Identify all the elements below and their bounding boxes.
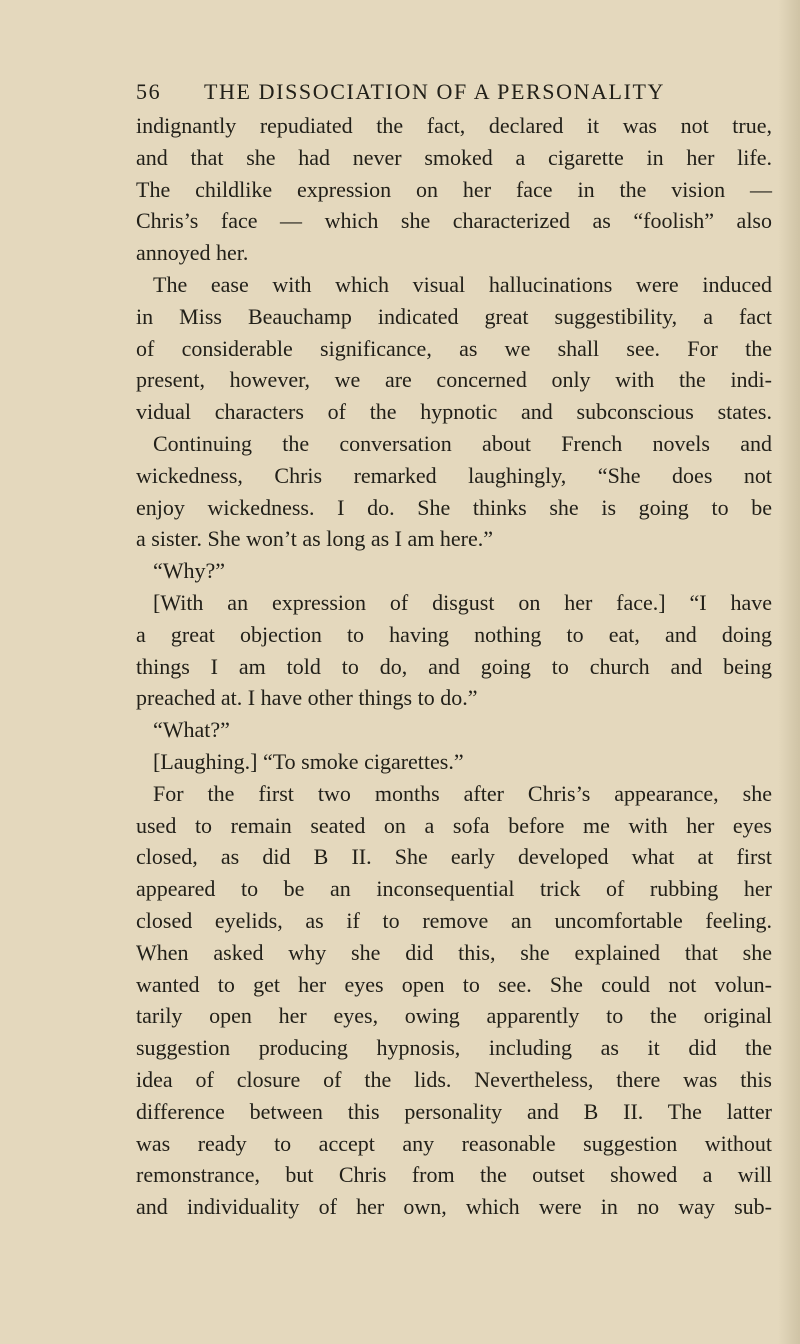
text-line: used to remain seated on a sofa before me with her eyes xyxy=(136,812,772,838)
text-line: Chris’s face — which she characterized as “foolish” also xyxy=(136,208,772,234)
text-line: The ease with which visual hallucinations were induced xyxy=(153,271,772,297)
text-line: of considerable significance, as we shall see. For the xyxy=(136,335,772,361)
text-line: idea of closure of the lids. Nevertheless, there was this xyxy=(136,1066,772,1092)
text-line: tarily open her eyes, owing apparently to the original xyxy=(136,1003,772,1029)
text-line: remonstrance, but Chris from the outset showed a will xyxy=(136,1162,772,1188)
text-line: wanted to get her eyes open to see. She could not volun- xyxy=(136,971,772,997)
text-line: indignantly repudiated the fact, declared it was not true, xyxy=(136,113,772,138)
text-line: annoyed her. xyxy=(136,240,249,266)
page-edge-shadow xyxy=(778,0,800,1344)
text-line: closed, as did B II. She early developed what at first xyxy=(136,844,772,870)
text-line: difference between this personality and B II. The latter xyxy=(136,1098,772,1124)
text-line: [With an expression of disgust on her face.] “I have xyxy=(153,589,772,615)
text-line: “What?” xyxy=(153,717,230,743)
page-number: 56 xyxy=(136,79,162,104)
text-line: For the first two months after Chris’s appearance, she xyxy=(153,780,772,806)
text-line: The childlike expression on her face in the vision — xyxy=(136,176,772,202)
text-line: “Why?” xyxy=(153,558,226,584)
text-line: appeared to be an inconsequential trick of rubbing her xyxy=(136,876,772,902)
text-line: [Laughing.] “To smoke cigarettes.” xyxy=(153,748,464,774)
text-line: preached at. I have other things to do.” xyxy=(136,685,478,711)
text-line: a sister. She won’t as long as I am here.” xyxy=(136,526,494,552)
page-header xyxy=(136,79,776,109)
text-line: a great objection to having nothing to eat, and doing xyxy=(136,621,772,647)
text-line: vidual characters of the hypnotic and subconscious states. xyxy=(136,399,772,425)
text-line: present, however, we are concerned only with the indi- xyxy=(136,367,772,393)
body-text xyxy=(136,110,772,1223)
text-line: wickedness, Chris remarked laughingly, “She does not xyxy=(136,462,772,488)
text-line: was ready to accept any reasonable suggestion without xyxy=(136,1130,772,1156)
text-line: closed eyelids, as if to remove an uncomfortable feeling. xyxy=(136,907,772,933)
text-line: When asked why she did this, she explained that she xyxy=(136,939,772,965)
text-line: suggestion producing hypnosis, including as it did the xyxy=(136,1035,772,1061)
text-line: enjoy wickedness. I do. She thinks she is going to be xyxy=(136,494,772,520)
text-line: Continuing the conversation about French novels and xyxy=(153,430,772,456)
text-line: and that she had never smoked a cigarette in her life. xyxy=(136,144,772,170)
text-line: in Miss Beauchamp indicated great suggestibility, a fact xyxy=(136,303,772,329)
running-head: THE DISSOCIATION OF A PERSONALITY xyxy=(204,79,666,104)
text-line: and individuality of her own, which were in no way sub- xyxy=(136,1194,772,1220)
text-line: things I am told to do, and going to church and being xyxy=(136,653,772,679)
